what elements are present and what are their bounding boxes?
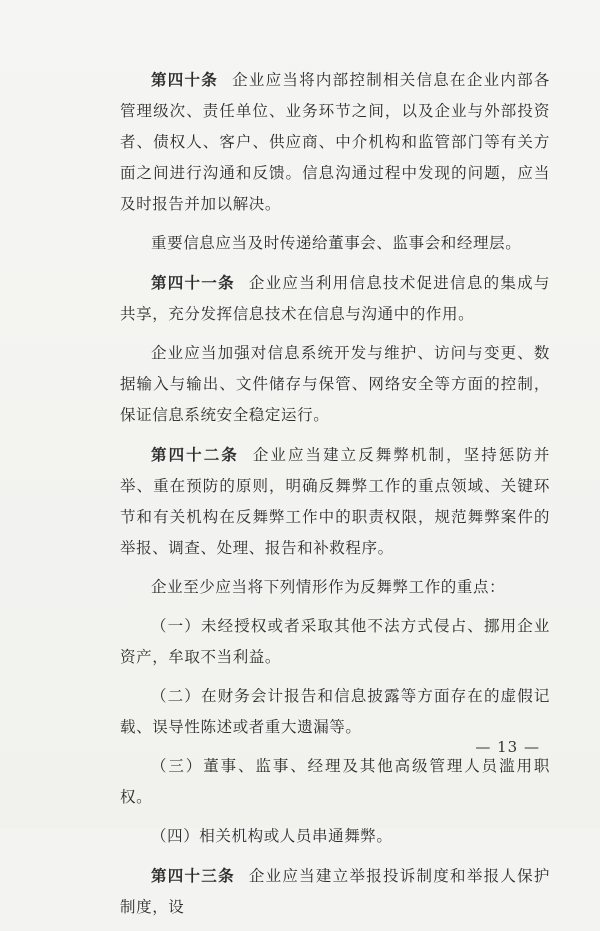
article-number: 第四十一条 (151, 273, 235, 292)
paragraph-article-40 (120, 64, 550, 220)
paragraph-text: 重要信息应当及时传递给董事会、监事会和经理层。 (151, 234, 522, 252)
list-item (120, 751, 550, 813)
list-item-text: （四）相关机构或人员串通舞弊。 (151, 827, 393, 845)
paragraph-text: 企业应当建立举报投诉制度和举报人保护制度，设 (120, 867, 550, 916)
paragraph-text: 企业至少应当将下列情形作为反舞弊工作的重点： (151, 578, 506, 596)
list-item-text: （一）未经授权或者采取其他不法方式侵占、挪用企业资产，牟取不当利益。 (120, 617, 550, 666)
paragraph (120, 338, 550, 431)
list-item (120, 821, 550, 852)
paragraph-article-43 (120, 860, 550, 923)
list-item-text: （二）在财务会计报告和信息披露等方面存在的虚假记载、误导性陈述或者重大遗漏等。 (120, 687, 550, 736)
paragraph-text: 企业应当利用信息技术促进信息的集成与共享，充分发挥信息技术在信息与沟通中的作用。 (120, 274, 550, 323)
article-number: 第四十三条 (151, 866, 235, 885)
list-item (120, 681, 550, 743)
paragraph (120, 572, 550, 603)
list-item-text: （三）董事、监事、经理及其他高级管理人员滥用职权。 (120, 757, 550, 806)
paragraph-text: 企业应当将内部控制相关信息在企业内部各管理级次、责任单位、业务环节之间，以及企业与外部投资者、债权人、客户、供应商、中介机构和监管部门等有关方面之间进行沟通和反馈。信息沟通过程中发现的问题，应当及时报告并加以解决。 (120, 71, 550, 213)
article-number: 第四十二条 (151, 445, 239, 464)
list-item (120, 611, 550, 673)
paragraph (120, 228, 550, 259)
document-body (120, 64, 550, 931)
paragraph-article-42 (120, 439, 550, 564)
paragraph-article-41 (120, 267, 550, 330)
article-number: 第四十条 (151, 70, 219, 89)
page-number: — 13 — (475, 738, 540, 756)
paragraph-text: 企业应当建立反舞弊机制，坚持惩防并举、重在预防的原则，明确反舞弊工作的重点领域、关键环节和有关机构在反舞弊工作中的职责权限，规范舞弊案件的举报、调查、处理、报告和补救程序。 (120, 446, 550, 557)
paragraph-text: 企业应当加强对信息系统开发与维护、访问与变更、数据输入与输出、文件储存与保管、网络安全等方面的控制，保证信息系统安全稳定运行。 (120, 344, 550, 424)
